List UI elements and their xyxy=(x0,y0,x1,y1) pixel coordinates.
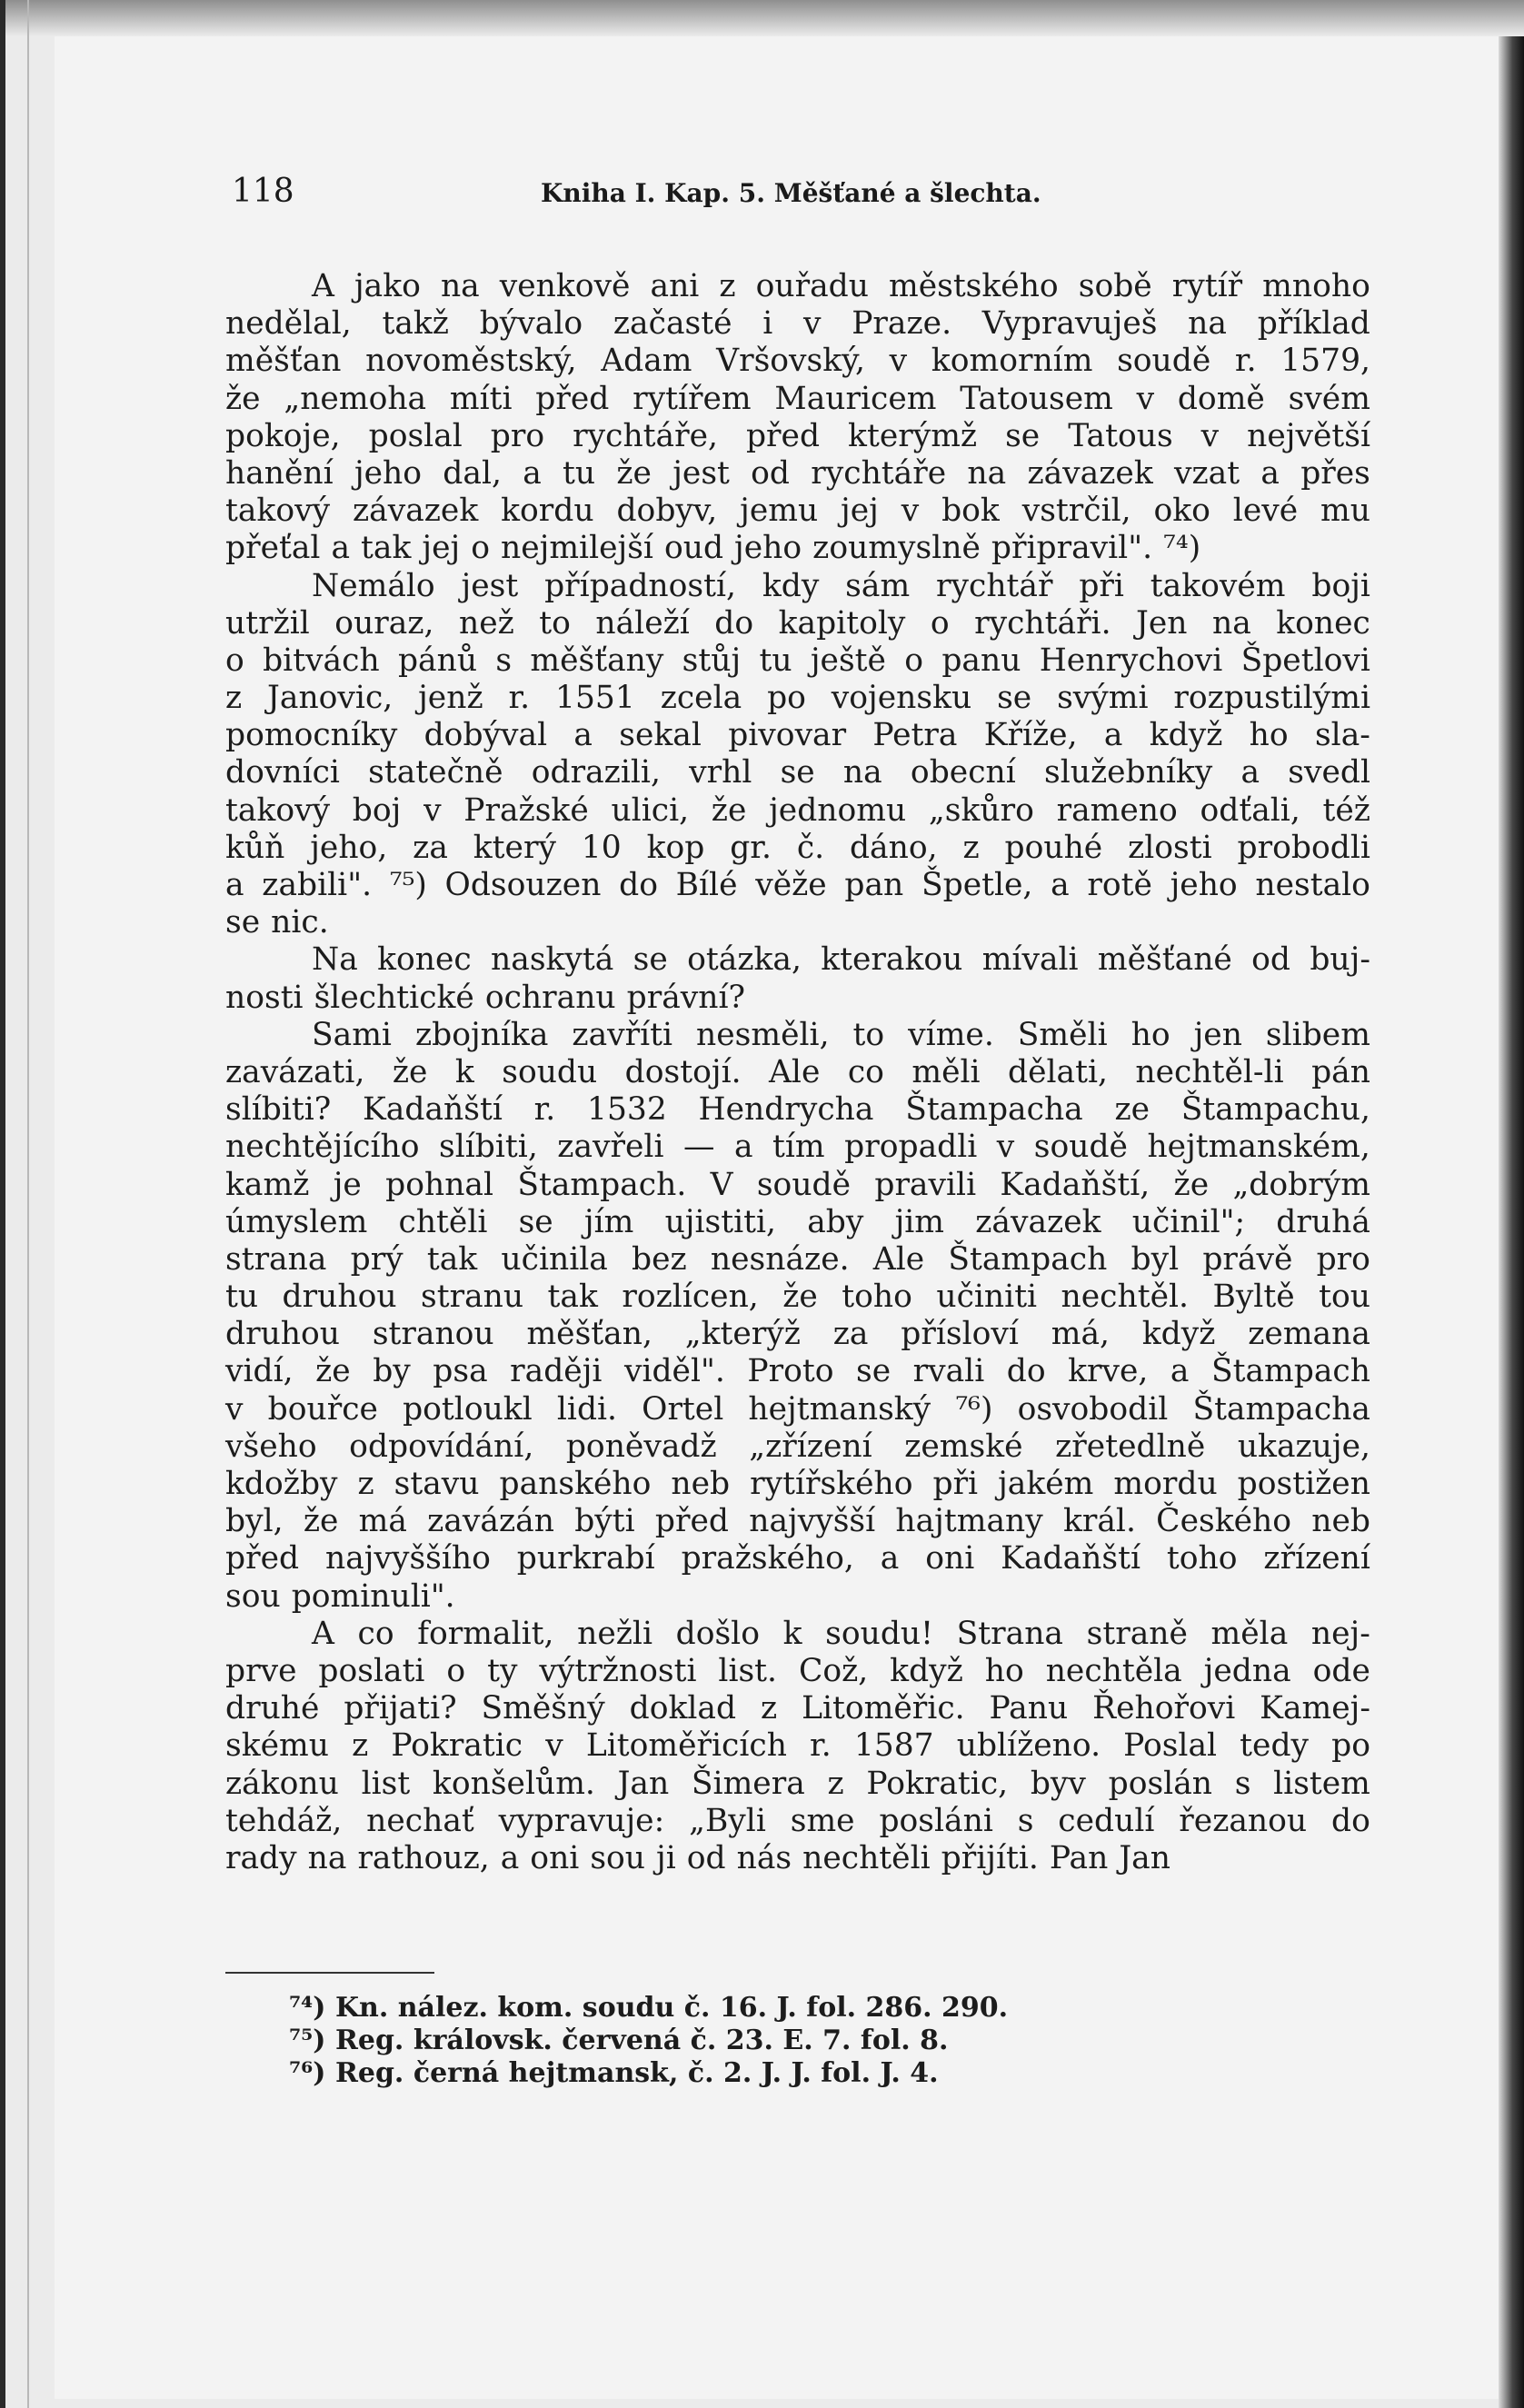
text-line: přeťal a tak jej o nejmilejší oud jeho zoumyslně připravil". ⁷⁴) xyxy=(225,530,1201,567)
text-line: měšťan novoměstský, Adam Vršovský, v komorním soudě r. 1579, xyxy=(225,343,1370,380)
text-line: před najvyššího purkrabí pražského, a oni Kadaňští toho zřízení xyxy=(225,1540,1370,1577)
text-line: sou pominuli". xyxy=(225,1577,455,1615)
text-line: prve poslati o ty výtržnosti list. Což, když ho nechtěla jedna ode xyxy=(225,1652,1370,1689)
text-line: zákonu list konšelům. Jan Šimera z Pokratic, byv poslán s listem xyxy=(225,1765,1370,1802)
text-line: tehdáž, nechať vypravuje: „Byli sme posláni s cedulí řezanou do xyxy=(225,1802,1370,1839)
text-line: pomocníky dobýval a sekal pivovar Petra Kříže, a když ho sla- xyxy=(225,717,1370,754)
text-line: kamž je pohnal Štampach. V soudě pravili Kadaňští, že „dobrým xyxy=(225,1166,1370,1203)
scan-left-crease xyxy=(27,0,29,2408)
text-line: o bitvách pánů s měšťany stůj tu ještě o panu Henrychovi Špetlovi xyxy=(225,642,1370,679)
text-line: že „nemoha míti před rytířem Mauricem Tatousem v domě svém xyxy=(225,380,1370,417)
footnotes xyxy=(289,1992,1008,2090)
text-line: kdožby z stavu panského neb rytířského při jakém mordu postižen xyxy=(225,1466,1370,1502)
text-line: vidí, že by psa raději viděl". Proto se rvali do krve, a Štampach xyxy=(225,1353,1370,1390)
text-line: A jako na venkově ani z ouřadu městského sobě rytíř mnoho xyxy=(312,268,1370,304)
text-line: A co formalit, nežli došlo k soudu! Strana straně měla nej- xyxy=(312,1615,1370,1652)
footnote-mark: ⁷⁵) xyxy=(289,2025,326,2056)
text-line: rady na rathouz, a oni sou ji od nás nechtěli přijíti. Pan Jan xyxy=(225,1839,1170,1876)
text-line: nechtějícího slíbiti, zavřeli — a tím propadli v soudě hejtmanském, xyxy=(225,1129,1370,1166)
text-line: hanění jeho dal, a tu že jest od rychtáře na závazek vzat a přes xyxy=(225,454,1370,492)
footnote-mark: ⁷⁶) xyxy=(289,2057,326,2089)
footnote xyxy=(289,2057,1008,2090)
footnote-text: Reg. černá hejtmansk, č. 2. J. J. fol. J. 4. xyxy=(334,2057,939,2089)
text-line: druhé přijati? Směšný doklad z Litoměřic. Panu Řehořovi Kamej- xyxy=(225,1690,1370,1727)
text-line: druhou stranou měšťan, „kterýž za přísloví má, když zemana xyxy=(225,1316,1370,1353)
text-line: takový boj v Pražské ulici, že jednomu „skůro rameno odťali, též xyxy=(225,791,1370,829)
footnote-text: Reg. královsk. červená č. 23. E. 7. fol. 8. xyxy=(334,2025,949,2056)
text-line: kůň jeho, za který 10 kop gr. č. dáno, z pouhé zlosti probodli xyxy=(225,829,1370,866)
text-line: takový závazek kordu dobyv, jemu jej v bok vstrčil, oko levé mu xyxy=(225,493,1370,530)
text-line: se nic. xyxy=(225,904,329,941)
text-line: Sami zbojníka zavříti nesměli, to víme. Směli ho jen slibem xyxy=(312,1016,1370,1053)
scan-left-edge xyxy=(0,0,5,2408)
text-line: slíbiti? Kadaňští r. 1532 Hendrycha Štampacha ze Štampachu, xyxy=(225,1091,1370,1129)
text-line: tu druhou stranu tak rozlícen, že toho učiniti nechtěl. Byltě tou xyxy=(225,1279,1370,1316)
text-line: všeho odpovídání, poněvadž „zřízení zemské zřetedlně ukazuje, xyxy=(225,1428,1370,1465)
text-line: nosti šlechtické ochranu právní? xyxy=(225,979,746,1016)
text-line: Nemálo jest případností, kdy sám rychtář při takovém boji xyxy=(312,567,1370,604)
text-line: v bouřce potloukl lidi. Ortel hejtmanský ⁷⁶) osvobodil Štampacha xyxy=(225,1390,1370,1428)
text-line: Na konec naskytá se otázka, kterakou mívali měšťané od buj- xyxy=(312,941,1370,979)
page-header xyxy=(232,173,1086,224)
text-line: pokoje, poslal pro rychtáře, před kterýmž se Tatous v největší xyxy=(225,417,1370,454)
footnote-text: Kn. nález. kom. soudu č. 16. J. fol. 286. 290. xyxy=(334,1992,1009,2024)
footnote xyxy=(289,2025,1008,2057)
text-line: úmyslem chtěli se jím ujistiti, aby jim závazek učinil"; druhá xyxy=(225,1203,1370,1240)
text-line: utržil ouraz, než to náleží do kapitoly o rychtáři. Jen na konec xyxy=(225,604,1370,642)
footnote-mark: ⁷⁴) xyxy=(289,1992,326,2024)
text-line: byl, že má zavázán býti před najvyšší hajtmany král. Českého neb xyxy=(225,1503,1370,1540)
running-head: Kniha I. Kap. 5. Měšťané a šlechta. xyxy=(541,178,1041,208)
text-line: zavázati, že k soudu dostojí. Ale co měli dělati, nechtěl-li pán xyxy=(225,1053,1370,1090)
text-line: strana prý tak učinila bez nesnáze. Ale Štampach byl právě pro xyxy=(225,1240,1370,1278)
page-number: 118 xyxy=(232,173,294,210)
scan-right-edge xyxy=(1499,36,1524,2408)
text-line: z Janovic, jenž r. 1551 zcela po vojensku se svými rozpustilými xyxy=(225,680,1370,717)
footnote xyxy=(289,1992,1008,2025)
scan-top-edge xyxy=(0,0,1524,36)
text-line: a zabili". ⁷⁵) Odsouzen do Bílé věže pan Špetle, a rotě jeho nestalo xyxy=(225,867,1370,903)
body-text xyxy=(225,268,1370,1877)
text-line: dovníci statečně odrazili, vrhl se na obecní služebníky a svedl xyxy=(225,754,1370,791)
text-line: skému z Pokratic v Litoměřicích r. 1587 ublíženo. Poslal tedy po xyxy=(225,1727,1370,1765)
text-line: nedělal, takž bývalo začasté i v Praze. Vypravuješ na příklad xyxy=(225,305,1370,343)
footnote-rule xyxy=(225,1972,434,1974)
